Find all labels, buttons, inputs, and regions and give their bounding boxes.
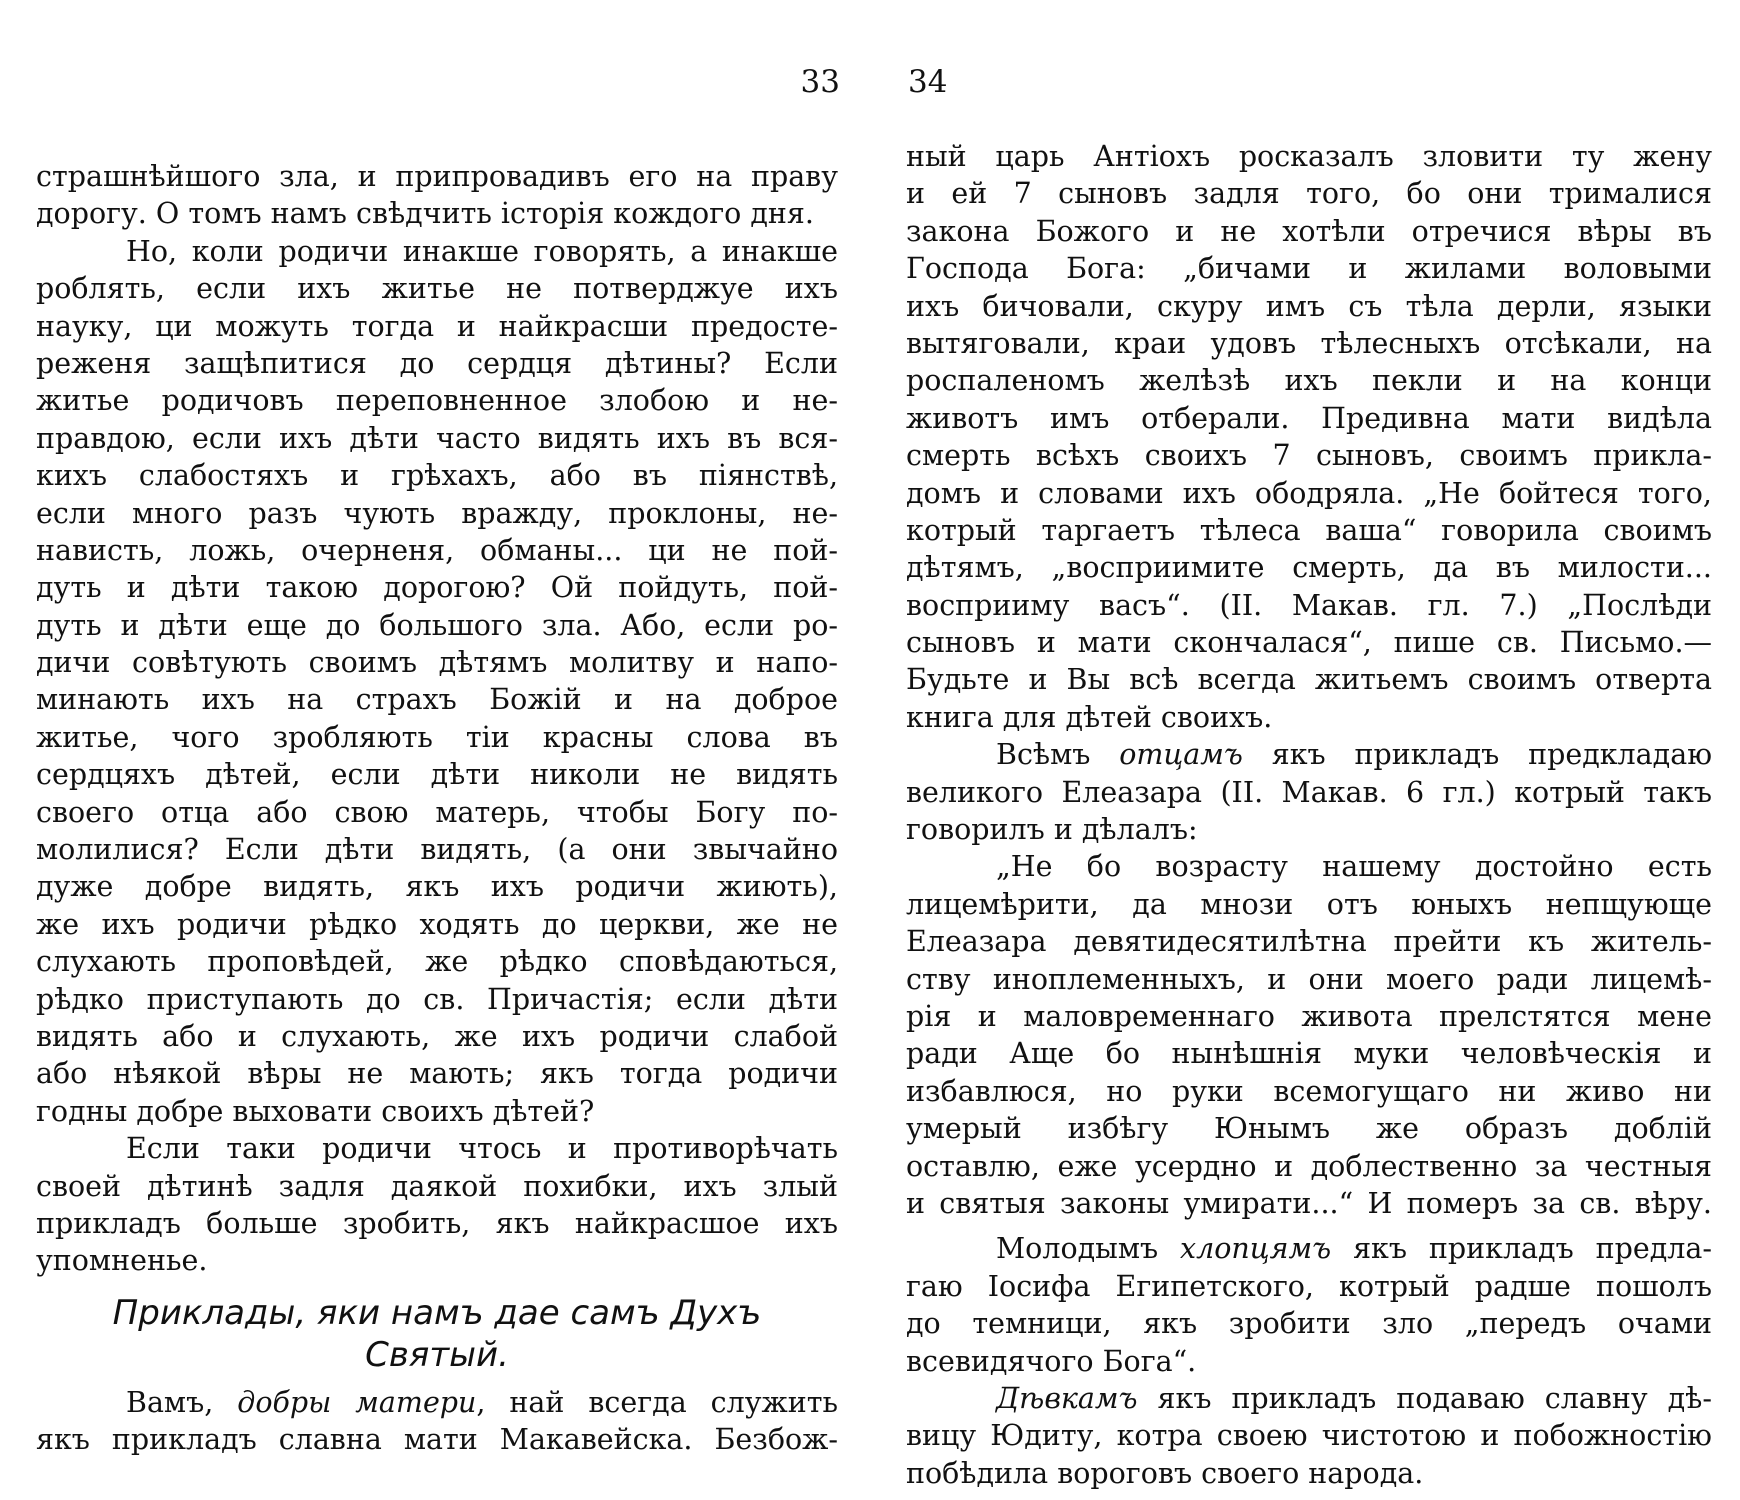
text-run: Вамъ, — [126, 1385, 238, 1419]
text-run: Молодымъ — [996, 1232, 1181, 1266]
text-line — [906, 736, 1712, 773]
text-line: науку, ци можуть тогда и найкрасши предосте- — [36, 309, 838, 343]
text-line — [906, 138, 1712, 175]
text-line — [906, 1185, 1712, 1222]
text-run: Всѣмъ — [996, 738, 1120, 772]
text-line — [906, 811, 1712, 848]
text-line — [906, 549, 1712, 586]
text-run: восприиму васъ“. (II. Макав. гл. 7.) „Послѣди — [906, 588, 1712, 622]
text-run: ству иноплеменныхъ, и они моего ради лицемѣ- — [906, 962, 1712, 996]
text-run: животъ имъ отберали. Предивна мати видѣла — [906, 401, 1712, 435]
italic-text-run: отцамъ — [1119, 738, 1243, 772]
text-line: роблять, если ихъ житье не потверджуе ихъ — [36, 272, 838, 306]
text-line: нависть, ложь, очерненя, обманы... ци не пой- — [36, 533, 838, 567]
text-run: ный царь Антіохъ росказалъ зловити ту жену — [906, 140, 1712, 173]
text-run: умерый избѣгу Юнымъ же образъ доблій — [906, 1112, 1712, 1146]
text-line — [906, 624, 1712, 661]
italic-text-run: Дѣвкамъ — [996, 1381, 1138, 1415]
text-run: роспаленомъ желѣзѣ ихъ пекли и на конци — [906, 364, 1712, 398]
right-page — [906, 0, 1712, 1500]
text-line — [906, 1230, 1712, 1267]
text-line — [906, 1268, 1712, 1305]
text-line: дорогу. О томъ намъ свѣдчить історія кождого дня. — [36, 197, 814, 231]
text-line: минають ихъ на страхъ Божій и на доброе — [36, 683, 838, 717]
text-line: слухають проповѣдей, же рѣдко сповѣдаються, — [36, 945, 838, 979]
text-run: Будьте и Вы всѣ всегда житьемъ своимъ отверта — [906, 663, 1712, 697]
text-run: якъ прикладъ предла- — [1331, 1232, 1712, 1266]
right-text-block — [906, 138, 1712, 1492]
text-run: оставлю, еже усердно и доблественно за честныя — [906, 1149, 1712, 1183]
text-line — [906, 1148, 1712, 1185]
text-line: видять або и слухають, же ихъ родичи слабой — [36, 1019, 838, 1053]
text-line — [906, 699, 1712, 736]
text-run: рія и маловременнаго живота прелстятся мене — [906, 999, 1712, 1033]
text-line — [906, 961, 1712, 998]
text-run: побѣдила вороговъ своего народа. — [906, 1456, 1424, 1490]
left-text-block-bottom — [36, 1384, 838, 1459]
text-line: годны добре выховати своихъ дѣтей? — [36, 1094, 595, 1128]
section-heading-line: Приклады, яки намъ дае самъ Духъ — [112, 1292, 762, 1333]
section-heading — [36, 1292, 838, 1376]
text-line — [906, 923, 1712, 960]
text-line — [906, 325, 1712, 362]
text-run: дѣтямъ, „восприимите смерть, да въ милости... — [906, 551, 1712, 585]
text-line: правдою, если ихъ дѣти часто видять ихъ въ вся- — [36, 421, 838, 455]
text-line: если много разъ чують вражду, проклоны, не- — [36, 496, 838, 530]
text-line — [906, 1455, 1712, 1492]
left-text-block-top — [36, 158, 838, 1280]
text-line — [906, 886, 1712, 923]
text-line: житье, чого зробляють тіи красны слова въ — [36, 720, 838, 754]
text-run: избавлюся, но руки всемогущаго ни живо ни — [906, 1074, 1712, 1108]
text-run: Господа Бога: „бичами и жилами воловыми — [906, 252, 1712, 286]
text-line — [906, 250, 1712, 287]
left-page — [36, 0, 838, 1500]
text-line — [906, 213, 1712, 250]
text-line: рѣдко приступають до св. Причастія; если дѣти — [36, 982, 838, 1016]
text-line — [906, 1305, 1712, 1342]
text-run: котрый таргаетъ тѣлеса ваша“ говорила своимъ — [906, 513, 1712, 547]
text-run: якъ прикладъ подаваю славну дѣ- — [1137, 1381, 1712, 1415]
text-line — [906, 1343, 1712, 1380]
text-line — [906, 475, 1712, 512]
text-run: и святыя законы умирати...“ И померъ за св. вѣру. — [906, 1186, 1712, 1220]
page-number-left: 33 — [800, 64, 840, 100]
text-run: до темници, якъ зробити зло „передъ очами — [906, 1307, 1712, 1341]
text-run: вицу Юдиту, котра своею чистотою и побожностію — [906, 1419, 1712, 1453]
text-line: прикладъ больше зробить, якъ найкрасшое ихъ — [36, 1206, 838, 1240]
text-line — [906, 774, 1712, 811]
text-run: вытяговали, краи удовъ тѣлесныхъ отсѣкали, на — [906, 326, 1712, 360]
text-run: смерть всѣхъ своихъ 7 сыновъ, своимъ прикла- — [906, 439, 1712, 473]
text-line: Если таки родичи чтось и противорѣчать — [126, 1132, 838, 1166]
text-run: лицемѣрити, да мнози отъ юныхъ непщующе — [906, 887, 1712, 921]
text-run: якъ прикладъ предкладаю — [1242, 738, 1712, 772]
text-run: „Не бо возрасту нашему достойно есть — [996, 850, 1712, 884]
text-line — [906, 437, 1712, 474]
text-line: страшнѣйшого зла, и припровадивъ его на праву — [36, 160, 838, 193]
text-run: книга для дѣтей своихъ. — [906, 700, 1273, 734]
text-line: дуже добре видять, якъ ихъ родичи жиють), — [36, 870, 838, 904]
text-line: своего отца або свою матерь, чтобы Богу по- — [36, 795, 838, 829]
text-run: , най всегда служить — [476, 1385, 838, 1419]
text-line — [906, 400, 1712, 437]
text-line — [906, 175, 1712, 212]
text-line — [906, 587, 1712, 624]
text-line: Но, коли родичи инакше говорять, а инакше — [126, 234, 838, 268]
text-run: ради Аще бо нынѣшнія муки человѣческія и — [906, 1037, 1712, 1071]
text-run: и ей 7 сыновъ задля того, бо они трималися — [906, 177, 1712, 211]
page-number-right: 34 — [908, 64, 948, 100]
text-line — [906, 1110, 1712, 1147]
text-line: сердцяхъ дѣтей, если дѣти николи не видять — [36, 758, 838, 792]
text-line — [906, 1380, 1712, 1417]
text-line — [906, 1035, 1712, 1072]
text-line: молилися? Если дѣти видять, (а они звычайно — [36, 833, 838, 867]
text-line: дуть и дѣти еще до большого зла. Або, если ро- — [36, 608, 838, 642]
text-line: кихъ слабостяхъ и грѣхахъ, або въ піянствѣ, — [36, 459, 838, 493]
text-line — [906, 512, 1712, 549]
right-page-body — [906, 138, 1712, 1492]
text-line: дуть и дѣти такою дорогою? Ой пойдуть, пой- — [36, 571, 838, 605]
italic-text-run: добры матери — [237, 1385, 477, 1419]
italic-text-run: хлопцямъ — [1180, 1232, 1332, 1266]
text-run: говорилъ и дѣлалъ: — [906, 813, 1198, 847]
text-run: домъ и словами ихъ ободряла. „Не бойтеся того, — [906, 476, 1712, 510]
text-run: Елеазара девятидесятилѣтна прейти къ житель- — [906, 925, 1712, 959]
left-page-body — [36, 158, 838, 1459]
text-line — [906, 288, 1712, 325]
text-run: великого Елеазара (II. Макав. 6 гл.) котрый такъ — [906, 775, 1712, 809]
text-line — [906, 848, 1712, 885]
text-line: упомненье. — [36, 1244, 208, 1278]
text-line — [36, 1421, 838, 1458]
text-line: своей дѣтинѣ задля даякой похибки, ихъ злый — [36, 1169, 838, 1203]
text-line — [906, 1417, 1712, 1454]
text-line — [906, 661, 1712, 698]
section-heading-line: Святый. — [365, 1334, 509, 1375]
text-line — [906, 998, 1712, 1035]
text-line: же ихъ родичи рѣдко ходять до церкви, же не — [36, 907, 838, 941]
text-run: якъ прикладъ славна мати Макавейска. Безбож- — [36, 1423, 838, 1457]
text-line — [906, 362, 1712, 399]
text-run: закона Божого и не хотѣли отречися вѣры въ — [906, 214, 1712, 248]
text-line — [906, 1073, 1712, 1110]
text-run: ихъ бичовали, скуру имъ съ тѣла дерли, языки — [906, 289, 1712, 323]
text-run: сыновъ и мати скончалася“, пише св. Письмо.— — [906, 626, 1712, 660]
paragraph-gap — [906, 1222, 1712, 1230]
text-run: всевидячого Бога“. — [906, 1344, 1197, 1378]
text-line: дичи совѣтують своимъ дѣтямъ молитву и напо- — [36, 646, 838, 680]
text-line — [36, 1384, 838, 1421]
text-line: реженя защѣпитися до сердця дѣтины? Если — [36, 346, 838, 380]
text-run: гаю Іосифа Египетского, котрый радше пошолъ — [906, 1269, 1712, 1303]
text-line: або нѣякой вѣры не мають; якъ тогда родичи — [36, 1057, 838, 1091]
text-line: житье родичовъ переповненное злобою и не- — [36, 384, 838, 418]
